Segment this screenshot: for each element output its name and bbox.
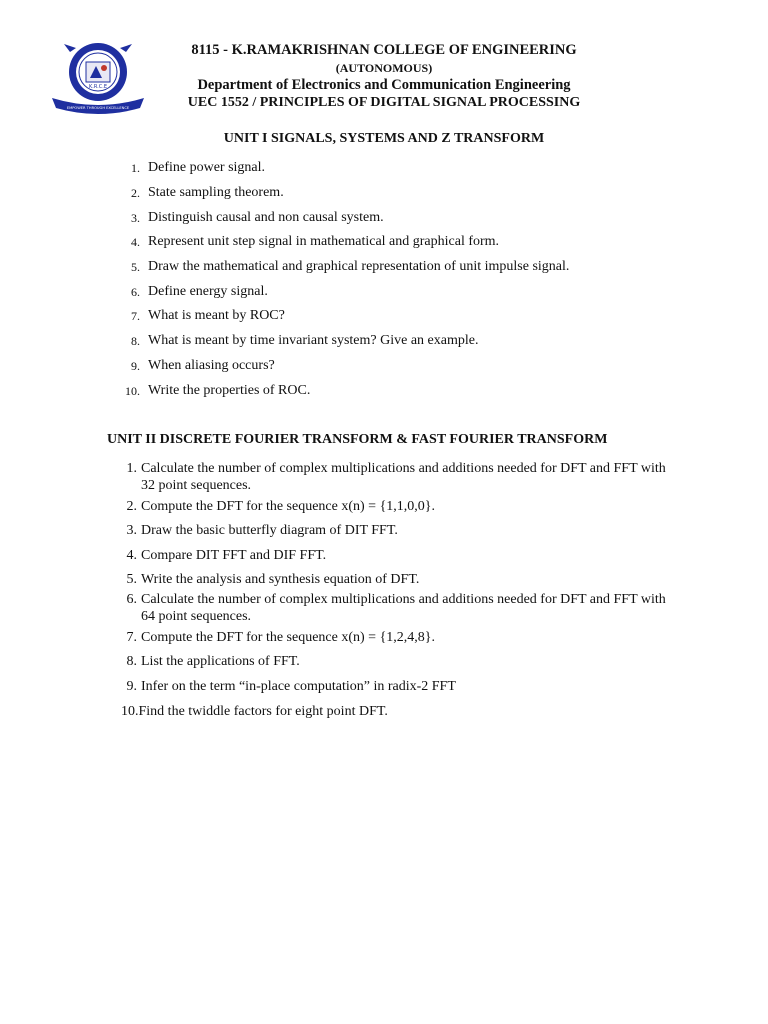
question-number: 1. [131,161,140,175]
question-number: 7. [126,630,137,645]
question-text: Infer on the term “in-place computation” in radix-2 FFT [141,679,456,694]
list-item [131,258,570,275]
question-text: Write the properties of ROC. [148,383,311,398]
question-number: 2. [126,499,137,514]
list-item [131,209,384,226]
question-number: 2. [131,186,140,200]
unit2-title: UNIT II DISCRETE FOURIER TRANSFORM & FAST FOURIER TRANSFORM [107,432,608,447]
list-item [131,332,479,349]
question-text: Distinguish causal and non causal system. [148,210,384,225]
list-item [126,591,671,625]
question-text: Find the twiddle factors for eight point DFT. [138,704,388,719]
question-number: 4. [126,548,137,563]
list-item [126,653,671,670]
list-item [125,382,311,399]
question-number: 3. [131,211,140,225]
question-number: 5. [131,260,140,274]
question-text: Draw the mathematical and graphical representation of unit impulse signal. [148,259,570,274]
list-item [126,460,671,494]
question-text: Compare DIT FFT and DIF FFT. [141,548,327,563]
logo-motto: EMPOWER THROUGH EXCELLENCE [66,106,130,110]
list-item [126,571,671,588]
college-logo [50,38,146,116]
question-number: 7. [131,309,140,323]
question-number: 5. [126,572,137,587]
question-number: 1. [126,461,137,476]
list-item [126,522,671,539]
question-text: Calculate the number of complex multiplications and additions needed for DFT and FFT with 64 point sequences. [141,592,666,624]
question-text: State sampling theorem. [148,185,284,200]
list-item [126,498,671,515]
list-item [131,159,266,176]
question-text: When aliasing occurs? [148,358,275,373]
question-text: Compute the DFT for the sequence x(n) = {1,2,4,8}. [141,630,436,645]
question-text: What is meant by ROC? [148,308,285,323]
list-item [131,307,285,324]
question-number: 6. [131,285,140,299]
question-number: 8. [126,654,137,669]
list-item [121,703,651,720]
department-name: Department of Electronics and Communication Engineering [197,77,571,93]
list-item [131,283,268,300]
question-number: 10. [125,384,140,398]
question-text: Calculate the number of complex multiplications and additions needed for DFT and FFT with 32 point sequences. [141,461,666,493]
question-number: 8. [131,334,140,348]
list-item [126,547,671,564]
question-text: Compute the DFT for the sequence x(n) = {1,1,0,0}. [141,499,436,514]
list-item [131,184,284,201]
question-text: Write the analysis and synthesis equation of DFT. [141,572,420,587]
question-text: Define power signal. [148,160,266,175]
question-number: 9. [131,359,140,373]
question-text: Represent unit step signal in mathematical and graphical form. [148,234,500,249]
autonomous-label: (AUTONOMOUS) [335,61,433,75]
college-name: 8115 - K.RAMAKRISHNAN COLLEGE OF ENGINEERING [191,42,577,58]
list-item [131,357,275,374]
list-item [126,629,671,646]
list-item [126,678,671,695]
question-text: Draw the basic butterfly diagram of DIT FFT. [141,523,398,538]
list-item [131,233,500,250]
logo-text: K.R.C.E [89,84,107,90]
question-number: 10. [121,704,139,719]
question-number: 9. [126,679,137,694]
unit1-title: UNIT I SIGNALS, SYSTEMS AND Z TRANSFORM [223,131,545,146]
question-number: 4. [131,235,140,249]
question-number: 3. [126,523,137,538]
course-title: UEC 1552 / PRINCIPLES OF DIGITAL SIGNAL PROCESSING [187,95,581,110]
question-text: Define energy signal. [148,284,268,299]
question-text: List the applications of FFT. [141,654,300,669]
question-number: 6. [126,592,137,607]
question-text: What is meant by time invariant system? Give an example. [148,333,479,348]
